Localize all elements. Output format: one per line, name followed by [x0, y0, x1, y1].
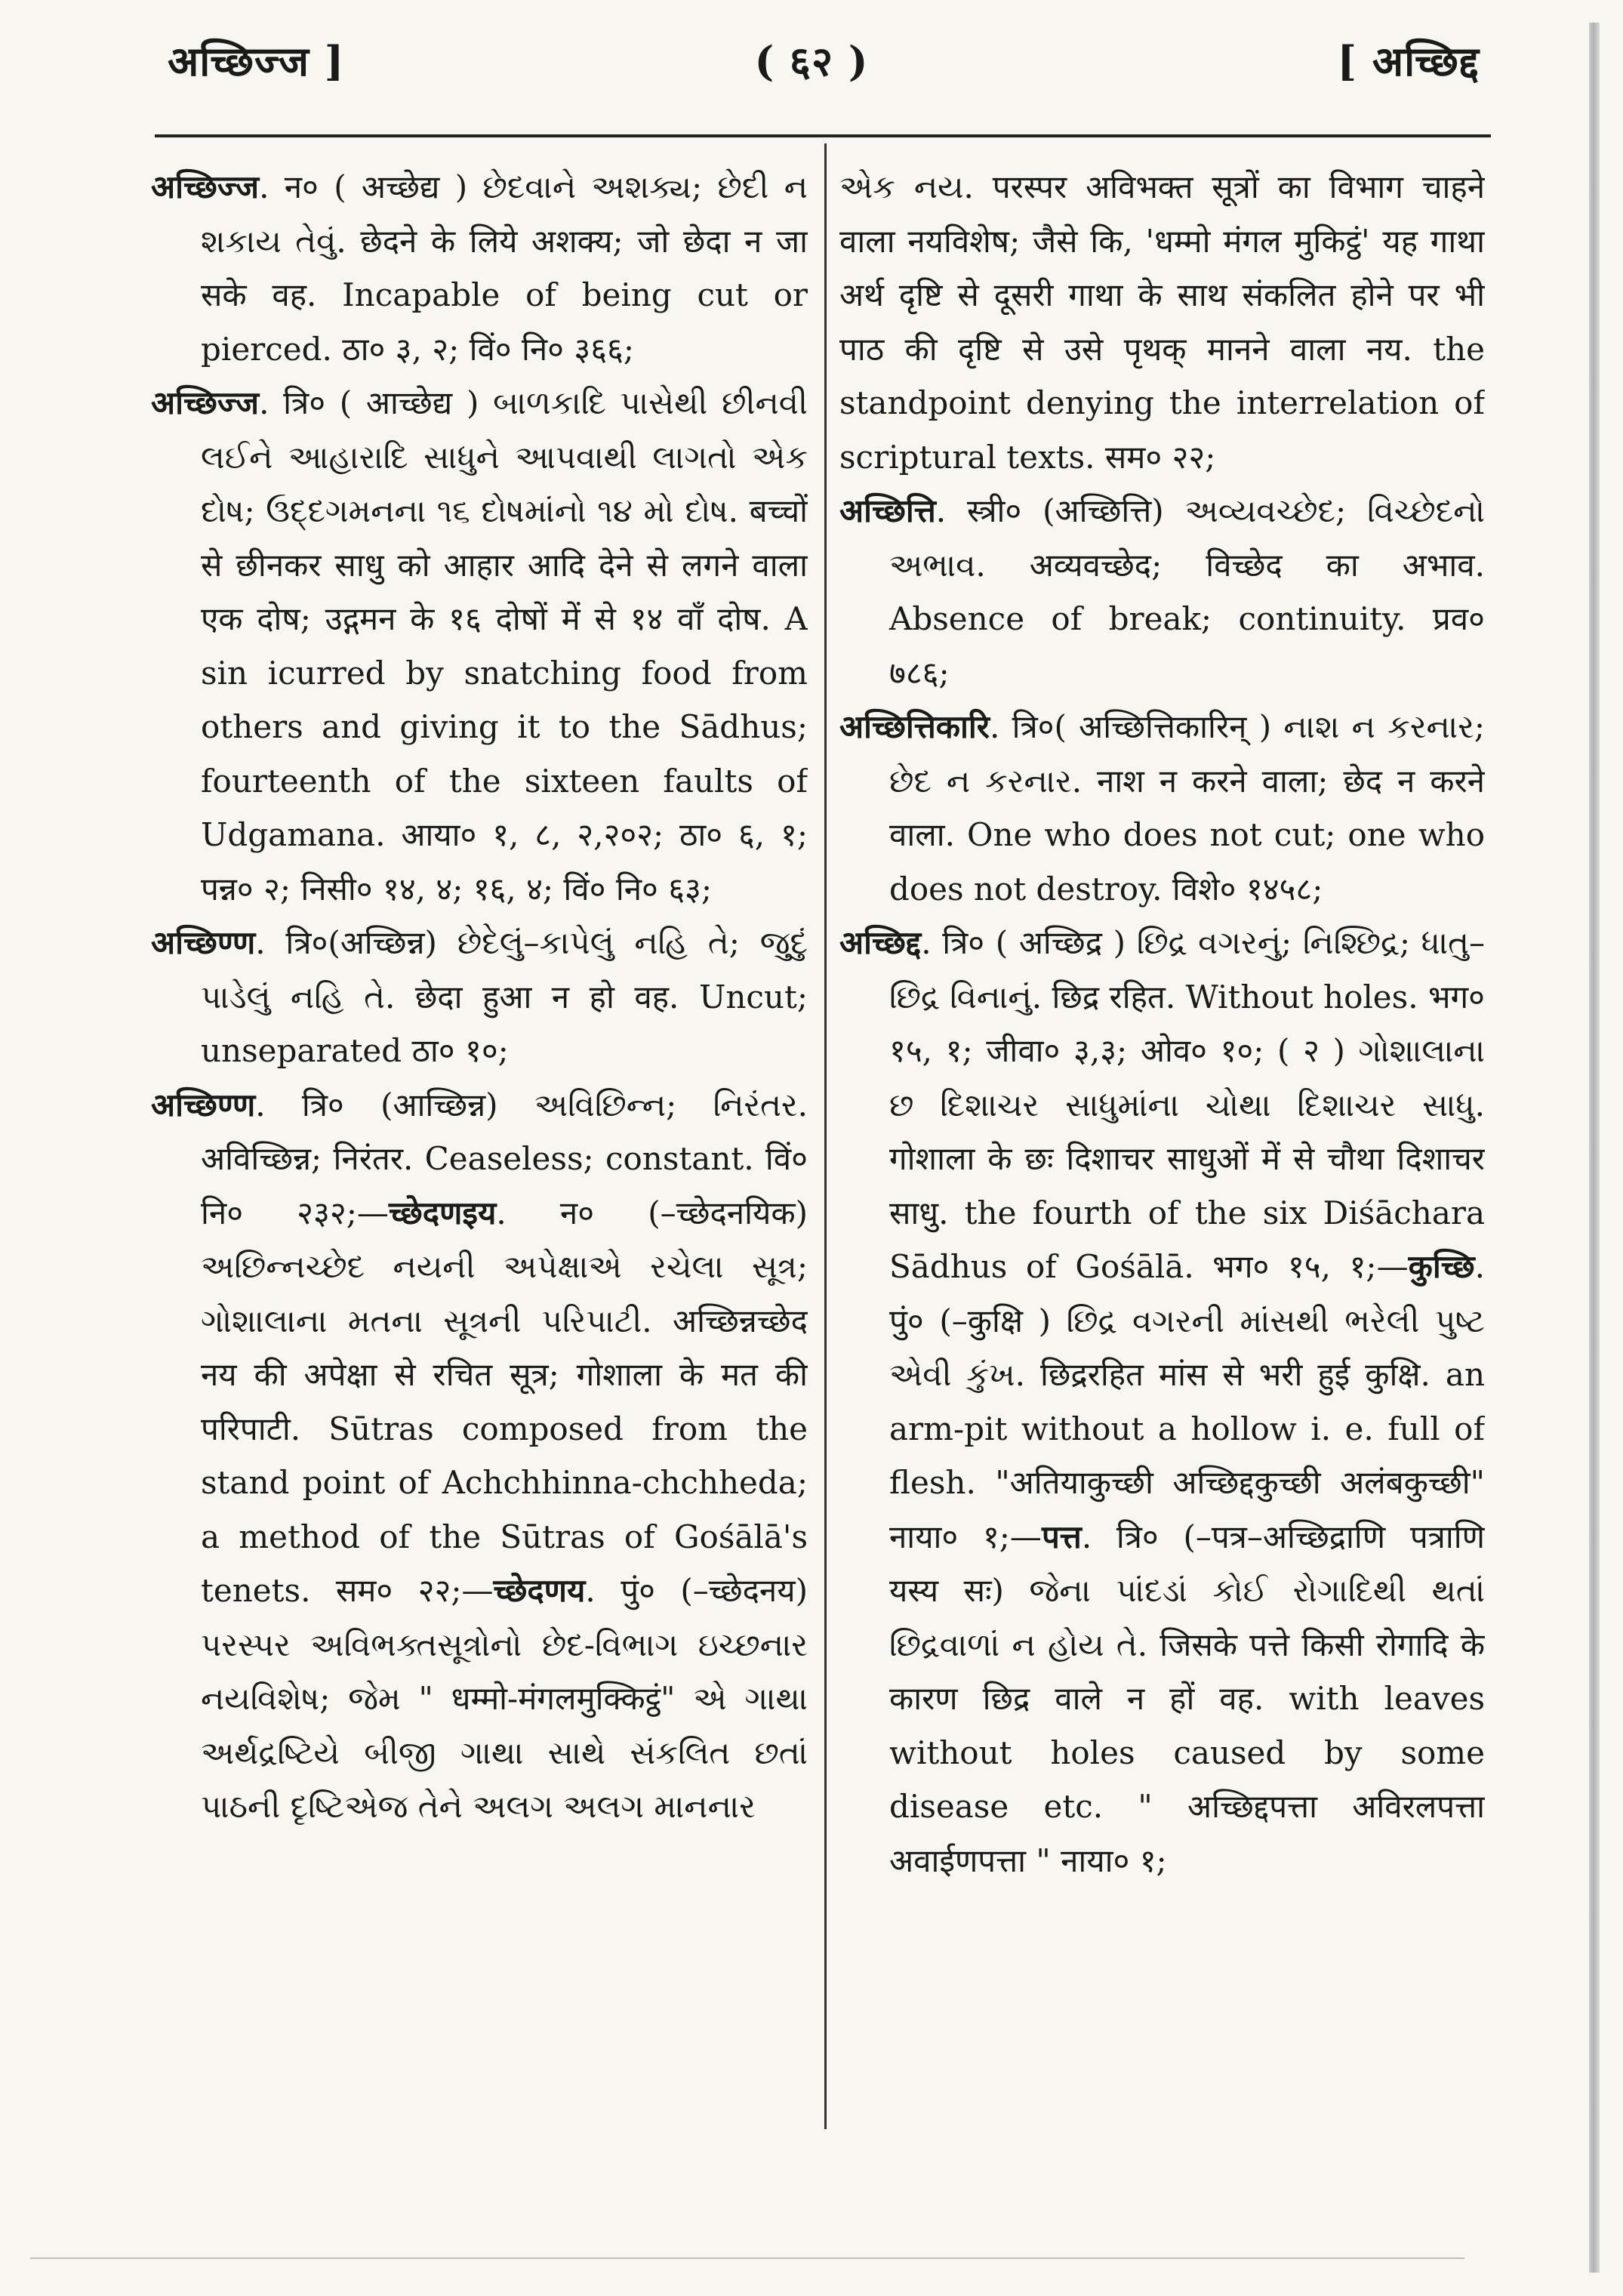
entry-headword: अच्छिण्ण: [151, 924, 256, 961]
entry-headword: अच्छिद्द: [839, 924, 922, 961]
entry-headword: अच्छिज्ज: [151, 384, 260, 421]
entry-sub-body: . न० (–च्छेदनयिक) અછિન્નચ્છેદ નયની અપેક્ષાએ રચેલા સૂત્ર; ગોશાલાના મતના સૂત્રની પરિપાટી. अच्छिन्नच्छेद नय की अपेक्षा से रचित सूत्र; गोशाला के मत की परिपाटी. Sūtras composed from the stand point of Achchhinna-chchheda; a method of the Sūtras of Gośālā's tenets. सम० २२;—: [201, 1194, 808, 1609]
entry-headword: अच्छिण्ण: [151, 1086, 256, 1123]
entry-body: . त्रि० (आच्छिन्न) અવિછિન્ન; નિરંતર. अविच्छिन्न; निरंतर. Ceaseless; constant. विं० नि० २३२;—: [201, 1086, 808, 1231]
entry-sub-headword: कुच्छि: [1408, 1248, 1475, 1285]
header-rule: [155, 134, 1491, 137]
scan-edge: [1589, 23, 1600, 2273]
dictionary-entry: [151, 916, 808, 1078]
entry-body: . त्रि०(अच्छिन्न) છેદેલું–કાપેલું નહિ તે; જુદું પાડેલું નહિ તે. छेदा हुआ न हो वह. Uncut; unseparated ठा० १०;: [201, 924, 808, 1069]
entry-body: . स्त्री० (अच्छित्ति) અવ્યવચ્છેદ; વિચ્છેદનો અભાવ. अव्यवच्छेद; विच्छेद का अभाव. Absence of break; continuity. प्रव० ७८६;: [889, 492, 1485, 692]
entry-body: . त्रि० ( अच्छिद्र ) છિદ્ર વગરનું; નિશ્છિદ્ર; ધાતુ–છિદ્ર વિનાનું. छिद्र रहित. Without holes. भग० १५, १; जीवा० ३,३; ओव० १०; ( २ ) ગોશાલાના છ દિશાચર સાધુમાંના ચોથા દિશાચર સાધુ. गोशाला के छः दिशाचर साधुओं में से चौथा दिशाचर साधु. the fourth of the six Diśāchara Sādhus of Gośālā. भग० १५, १;—: [889, 924, 1485, 1285]
page-number: ( ६२ ): [754, 37, 869, 85]
entry-sub-headword: पत्त: [1041, 1518, 1082, 1555]
bottom-edge-line: [30, 2257, 1464, 2259]
entry-body: એક નય. परस्पर अविभक्त सूत्रों का विभाग चाहने वाला नयविशेष; जैसे कि, 'धम्मो मंगल मुकिट्ठं' यह गाथा अर्थ दृष्टि से दूसरी गाथा के साथ संकलित होने पर भी पाठ की दृष्टि से उसे पृथक् मानने वाला नय. the standpoint denying the interrelation of scriptural texts. सम० २२;: [839, 168, 1485, 476]
running-head-left: अच्छिज्ज ]: [168, 37, 345, 85]
entry-headword: अच्छिज्ज: [151, 168, 260, 205]
dictionary-entry: [839, 484, 1485, 700]
entry-sub-body: . त्रि० (–पत्र–अच्छिद्राणि पत्राणि यस्य सः) જેના પાંદડાં કોઈ રોગાદિથી થતાં છિદ્રવાળાં ન હોય તે. जिसके पत्ते किसी रोगादि के कारण छिद्र वाले न हों वह. with leaves without holes caused by some disease etc. " अच्छिद्दपत्ता अविरलपत्ता अवाईणपत्ता " नाया० १;: [889, 1518, 1485, 1879]
running-head-right: [ अच्छिद्द: [1337, 37, 1480, 85]
entry-sub-headword: च्छेदणय: [493, 1572, 586, 1609]
entry-sub-body: . पुं० (–कुक्षि ) છિદ્ર વગરની માંસથી ભરેલી પુષ્ટ એવી કુંખ. छिद्ररहित मांस से भरी हुई कुक्षि. an arm-pit without a hollow i. e. full of flesh. "अतियाकुच्छी अच्छिद्दकुच्छी अलंबकुच्छी" नाया० १;—: [889, 1248, 1485, 1555]
entry-body: . त्रि०( अच्छित्तिकारिन् ) નાશ ન કરનાર; છેદ ન કરનાર. नाश न करने वाला; छेद न करने वाला. One who does not cut; one who does not destroy. विशे० १४५८;: [889, 708, 1485, 908]
entry-body: . न० ( अच्छेद्य ) છેદવાને અશક્ય; છેદી ન શકાય તેવું. छेदने के लिये अशक्य; जो छेदा न जा सके वह. Incapable of being cut or pierced. ठा० ३, २; विं० नि० ३६६;: [201, 168, 808, 368]
dictionary-entry: [151, 1078, 808, 1834]
right-column: [839, 160, 1485, 2131]
column-divider: [824, 143, 827, 2129]
dictionary-entry: [151, 160, 808, 376]
dictionary-entry: [151, 376, 808, 916]
entry-sub-body: . पुं० (–च्छेदनय) પરસ્પર અવિભક્તસૂત્રોનો છેદ-વિભાગ ઇચ્છનાર નયવિશેષ; જેમ " धम्मो-मंगलमुक्किट्ठं" એ ગાથા અર્થદ્રષ્ટિયે બીજી ગાથા સાથે સંકલિત છતાં પાઠની દૃષ્ટિએજ તેને અલગ અલગ માનનાર: [201, 1572, 808, 1825]
entry-headword: अच्छित्तिकारि: [839, 708, 990, 745]
dictionary-entry: [839, 916, 1485, 1888]
dictionary-entry-continued: [839, 160, 1485, 484]
entry-headword: अच्छित्ति: [839, 492, 936, 529]
entry-body: . त्रि० ( आच्छेद्य ) બાળકાદિ પાસેથી છીનવી લઈને આહારાદિ સાધુને આપવાથી લાગતો એક દોષ; ઉદ્દગમનના ૧૬ દોષમાંનો ૧૪ મો દોષ. बच्चों से छीनकर साधु को आहार आदि देने से लगने वाला एक दोष; उद्गमन के १६ दोषों में से १४ वाँ दोष. A sin icurred by snatching food from others and giving it to the Sādhus; fourteenth of the sixteen faults of Udgamana. आया० १, ८, २,२०२; ठा० ६, १; पन्न० २; निसी० १४, ४; १६, ४; विं० नि० ६३;: [201, 384, 808, 908]
dictionary-entry: [839, 700, 1485, 916]
entry-sub-headword: च्छेदणइय: [388, 1194, 497, 1231]
left-column: [151, 160, 808, 2131]
